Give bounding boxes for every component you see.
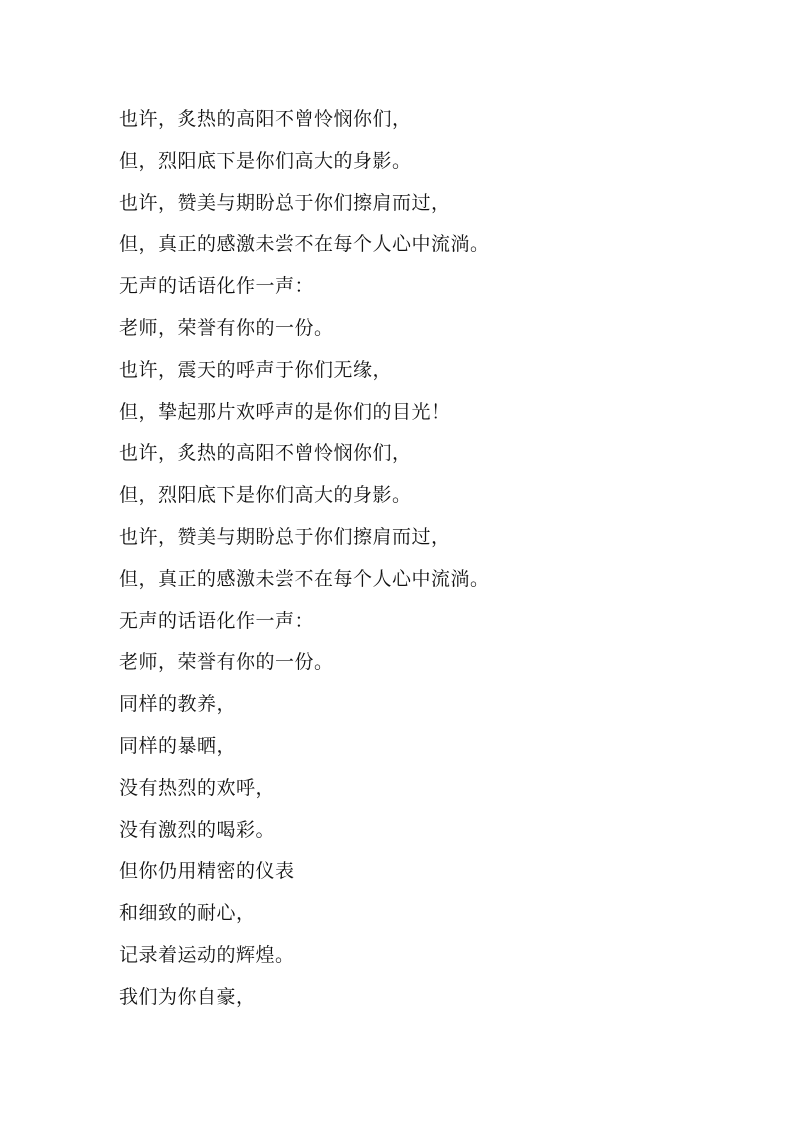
poem-line: 也许，震天的呼声于你们无缘， xyxy=(119,358,393,381)
poem-line: 记录着运动的辉煌。 xyxy=(119,943,295,966)
poem-line: 但，烈阳底下是你们高大的身影。 xyxy=(119,149,412,172)
poem-line: 但，真正的感激未尝不在每个人心中流淌。 xyxy=(119,233,490,256)
poem-line: 没有激烈的喝彩。 xyxy=(119,818,276,841)
poem-line: 也许，炙热的高阳不曾怜悯你们， xyxy=(119,442,412,465)
poem-line: 无声的话语化作一声： xyxy=(119,275,315,298)
poem-line: 也许，炙热的高阳不曾怜悯你们， xyxy=(119,108,412,130)
poem-line: 同样的暴晒， xyxy=(119,734,237,757)
poem-line: 但你仍用精密的仪表 xyxy=(119,860,295,883)
poem-line: 和细致的耐心， xyxy=(119,902,256,925)
poem-line: 我们为你自豪， xyxy=(119,985,256,1008)
poem-line: 同样的教养， xyxy=(119,693,237,716)
poem-line: 但，真正的感激未尝不在每个人心中流淌。 xyxy=(119,567,490,590)
poem-line: 但，烈阳底下是你们高大的身影。 xyxy=(119,484,412,507)
poem-line: 老师，荣誉有你的一份。 xyxy=(119,651,334,674)
poem-line: 老师，荣誉有你的一份。 xyxy=(119,316,334,339)
poem-line: 无声的话语化作一声： xyxy=(119,609,315,632)
poem-line: 也许，赞美与期盼总于你们擦肩而过， xyxy=(119,525,451,548)
poem-line: 但，挚起那片欢呼声的是你们的目光！ xyxy=(119,400,451,423)
poem-line: 没有热烈的欢呼， xyxy=(119,776,276,799)
poem-body xyxy=(119,103,490,1023)
poem-line: 也许，赞美与期盼总于你们擦肩而过， xyxy=(119,191,451,214)
